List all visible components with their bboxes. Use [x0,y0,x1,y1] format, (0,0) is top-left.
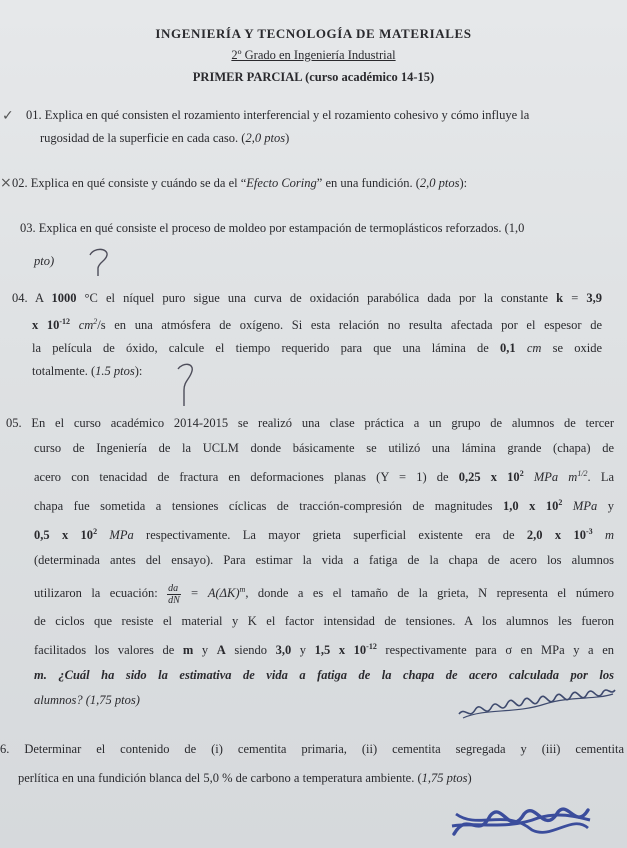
q04-line2: x $10^{-12}$ $cm^2/s$ en una atmósfera de oxígeno. Si esta relación no resulta afectada por el espesor de [32,317,603,333]
check-mark-icon: ✓ [2,108,14,124]
cross-mark-icon: × [0,175,12,191]
q04-line1: 04. A 1000 °C el níquel puro sigue una curva de oxidación parabólica dada por la constante k = 3,9 [12,291,602,305]
pen-question-mark-icon [175,360,199,410]
q01-line1: 01. Explica en qué consisten el rozamiento interferencial y el rozamiento cohesivo y cómo influye la [26,108,530,122]
pen-scribble-icon [455,678,620,726]
q05-line11: alumnos? (1,75 ptos) [34,693,140,708]
q04-line3: la película de óxido, calcule el tiempo requerido para que una lámina de 0,1 cm se oxide [32,341,603,356]
question-02: 02. Explica en qué consiste y cuándo se da el “Efecto Coring” en una fundición. (2,0 ptos): [12,176,468,190]
question-04 [12,287,602,383]
q06-line1: 6. Determinar el contenido de (i) cementita primaria, (ii) cementita segregada y (iii) cementita [0,742,624,756]
pen-scribble-icon [448,800,593,842]
course-title: INGENIERÍA Y TECNOLOGÍA DE MATERIALES [155,26,472,41]
question-06 [0,738,624,790]
q05-line9: facilitados los valores de m y A siendo 3,0 y 1,5 x $10^{-12}$ respectivamente para σ en MPa y a en [34,642,614,658]
q05-line10: m. ¿Cuál ha sido la estimativa de vida a fatiga de la chapa de acero calculada por los [34,668,614,683]
exam-title: PRIMER PARCIAL (curso académico 14-15) [192,70,435,84]
question-01 [26,104,596,150]
q03-line1: 03. Explica en qué consiste el proceso de moldeo por estampación de termoplásticos reforzados. (1,0 [20,221,525,235]
degree-subtitle: 2º Grado en Ingeniería Industrial [231,48,396,62]
pen-question-mark-icon [86,246,116,280]
q05-line5: 0,5 x $10^2$ MPa respectivamente. La mayor grieta superficial existente era de 2,0 x $10^{-3}$ m [34,527,615,543]
q05-line2: curso de Ingeniería de la UCLM donde básicamente se utilizó una lámina grande (chapa) de [34,441,614,455]
fatigue-fraction: $\frac{da}{dN}$ [168,583,180,607]
q05-line4: chapa fue sometida a tensiones cíclicas de tracción-compresión de magnitudes 1,0 x $10^2$ MPa y [34,498,614,514]
q05-line8: de ciclos que resiste el material y K el factor intensidad de tensiones. A los alumnos les fueron [34,614,614,629]
q05-line1: 05. En el curso académico 2014-2015 se realizó una clase práctica a un grupo de alumnos de tercer [6,416,614,430]
q05-line3: acero con tenacidad de fractura en deformaciones planas (Y = 1) de 0,25 x $10^2$ MPa $m^{1/2}$. La [34,469,615,485]
q01-line2: rugosidad de la superficie en cada caso. (2,0 ptos) [40,131,290,145]
q03-line2: pto) [34,254,55,268]
question-05 [6,412,614,712]
q05-line7: utilizaron la ecuación: $\frac{da}{dN}$ = $A(\Delta K)^m$, donde a es el tamaño de la grieta, N representa el número [34,583,615,607]
q06-line2: perlítica en una fundición blanca del 5,0 % de carbono a temperatura ambiente. (1,75 ptos) [18,771,472,785]
q04-line4: totalmente. (1.5 ptos): [32,364,143,379]
q05-line6: (determinada antes del ensayo). Para estimar la vida a fatiga de la chapa de acero los alumnos [34,553,614,568]
